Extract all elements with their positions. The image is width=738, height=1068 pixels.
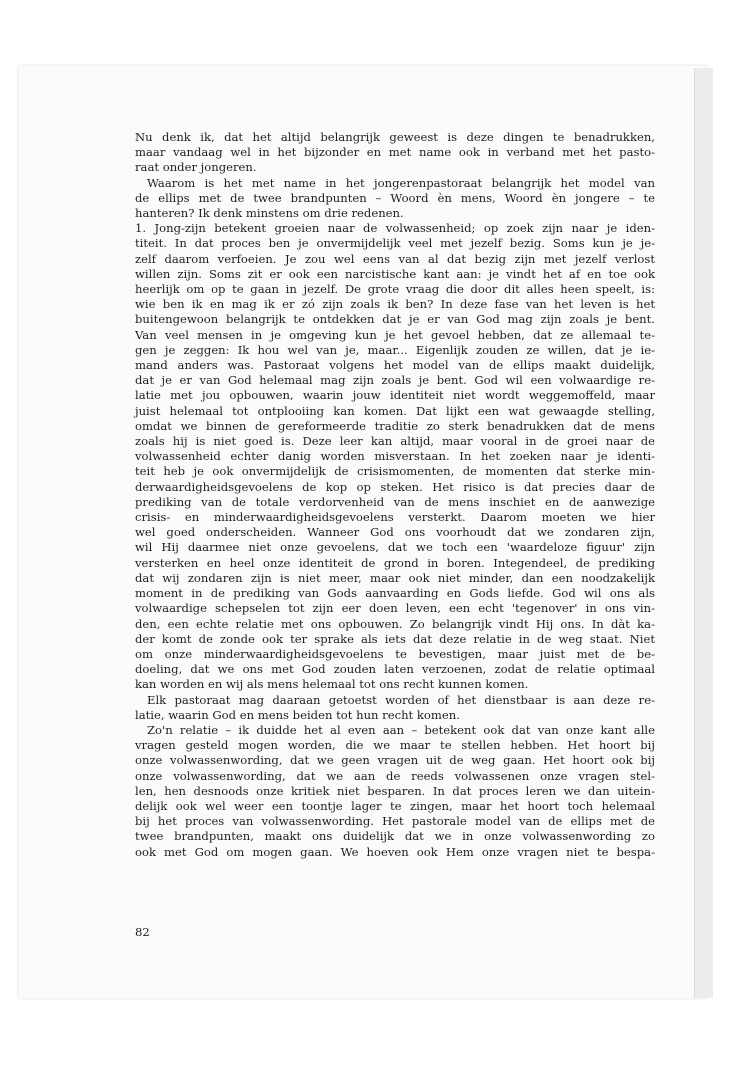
text-line: wie ben ik en mag ik er zó zijn zoals ik ben? In deze fase van het leven is het [135, 297, 655, 312]
text-line: teit heb je ook onvermijdelijk de crisismomenten, de momenten dat sterke min- [135, 464, 655, 479]
text-line: mand anders was. Pastoraat volgens het model van de ellips maakt duidelijk, [135, 358, 655, 373]
text-line: twee brandpunten, maakt ons duidelijk dat we in onze volwassenwording zo [135, 829, 655, 844]
text-line: len, hen desnoods onze kritiek niet besparen. In dat proces leren we dan uitein- [135, 783, 655, 798]
text-line: den, een echte relatie met ons opbouwen. Zo belangrijk vindt Hij ons. In dàt ka- [135, 616, 655, 631]
text-line: volwaardige schepselen tot zijn eer doen leven, een echt 'tegenover' in ons vin- [135, 601, 655, 616]
text-line: Elk pastoraat mag daaraan getoetst worden of het dienstbaar is aan deze re- [147, 692, 655, 707]
text-line: titeit. In dat proces ben je onvermijdelijk veel met jezelf bezig. Soms kun je je- [135, 236, 655, 251]
text-line: de ellips met de twee brandpunten – Woord èn mens, Woord èn jongere – te [135, 190, 655, 205]
page-edge [694, 68, 713, 998]
text-line: hanteren? Ik denk minstens om drie redenen. [135, 206, 404, 221]
text-line: onze volwassenwording, dat we geen vragen uit de weg gaan. Het hoort ook bij [135, 753, 655, 768]
text-line: crisis- en minderwaardigheidsgevoelens versterkt. Daarom moeten we hier [135, 510, 655, 525]
text-line: 1. Jong-zijn betekent groeien naar de volwassenheid; op zoek zijn naar je iden- [135, 221, 655, 236]
text-line: ook met God om mogen gaan. We hoeven ook Hem onze vragen niet te bespa- [135, 844, 655, 859]
text-line: om onze minderwaardigheidsgevoelens te bevestigen, maar juist met de be- [135, 646, 655, 661]
text-line: prediking van de totale verdorvenheid van de mens inschiet en de aanwezige [135, 494, 655, 509]
text-line: Van veel mensen in je omgeving kun je het gevoel hebben, dat ze allemaal te- [135, 327, 655, 342]
text-line: der komt de zonde ook ter sprake als iets dat deze relatie in de weg staat. Niet [135, 631, 655, 646]
text-line: volwassenheid echter danig worden misverstaan. In het zoeken naar je identi- [135, 449, 655, 464]
text-line: maar vandaag wel in het bijzonder en met name ook in verband met het pasto- [135, 145, 655, 160]
text-line: delijk ook wel weer een toontje lager te zingen, maar het hoort toch helemaal [135, 798, 655, 813]
text-line: derwaardigheidsgevoelens de kop op steken. Het risico is dat precies daar de [135, 479, 655, 494]
text-line: latie met jou opbouwen, waarin jouw identiteit niet wordt weggemoffeld, maar [135, 388, 655, 403]
text-line: dat wij zondaren zijn is niet meer, maar ook niet minder, dan een noodzakelijk [135, 570, 655, 585]
text-line: zoals hij is niet goed is. Deze leer kan altijd, maar vooral in de groei naar de [135, 434, 655, 449]
text-line: juist helemaal tot ontplooiing kan komen. Dat lijkt een wat gewaagde stelling, [135, 403, 655, 418]
text-line: buitengewoon belangrijk te ontdekken dat je er van God mag zijn zoals je bent. [135, 312, 655, 327]
page-number: 82 [135, 925, 150, 939]
text-line: kan worden en wij als mens helemaal tot ons recht kunnen komen. [135, 677, 529, 692]
text-line: versterken en heel onze identiteit de grond in boren. Integendeel, de prediking [135, 555, 655, 570]
text-line: onze volwassenwording, dat we aan de reeds volwassenen onze vragen stel- [135, 768, 655, 783]
text-line: omdat we binnen de gereformeerde traditie zo sterk benadrukken dat de mens [135, 418, 655, 433]
text-line: moment in de prediking van Gods aanvaarding en Gods liefde. God wil ons als [135, 586, 655, 601]
text-line: vragen gesteld mogen worden, die we maar te stellen hebben. Het hoort bij [135, 738, 655, 753]
text-line: Nu denk ik, dat het altijd belangrijk geweest is deze dingen te benadrukken, [135, 130, 655, 144]
text-line: bij het proces van volwassenwording. Het pastorale model van de ellips met de [135, 814, 655, 829]
text-line: Waarom is het met name in het jongerenpastoraat belangrijk het model van [147, 175, 655, 190]
text-line: dat je er van God helemaal mag zijn zoals je bent. God wil een volwaardige re- [135, 373, 655, 388]
text-line: zelf daarom verfoeien. Je zou wel eens van al dat bezig zijn met jezelf verlost [135, 251, 655, 266]
text-line: latie, waarin God en mens beiden tot hun recht komen. [135, 707, 460, 722]
text-line: wel goed onderscheiden. Wanneer God ons voorhoudt dat we zondaren zijn, [135, 525, 655, 540]
text-line: gen je zeggen: Ik hou wel van je, maar... Eigenlijk zouden ze willen, dat je ie- [135, 342, 655, 357]
body-text [135, 130, 655, 860]
text-line: willen zijn. Soms zit er ook een narcistische kant aan: je vindt het af en toe ook [135, 266, 655, 281]
text-line: doeling, dat we ons met God zouden laten verzoenen, zodat de relatie optimaal [135, 662, 655, 677]
text-line: raat onder jongeren. [135, 160, 257, 175]
text-line: Zo'n relatie – ik duidde het al even aan – betekent ook dat van onze kant alle [147, 722, 655, 737]
text-line: heerlijk om op te gaan in jezelf. De grote vraag die door dit alles heen speelt, is: [135, 282, 655, 297]
text-line: wil Hij daarmee niet onze gevoelens, dat we toch een 'waardeloze figuur' zijn [135, 540, 655, 555]
